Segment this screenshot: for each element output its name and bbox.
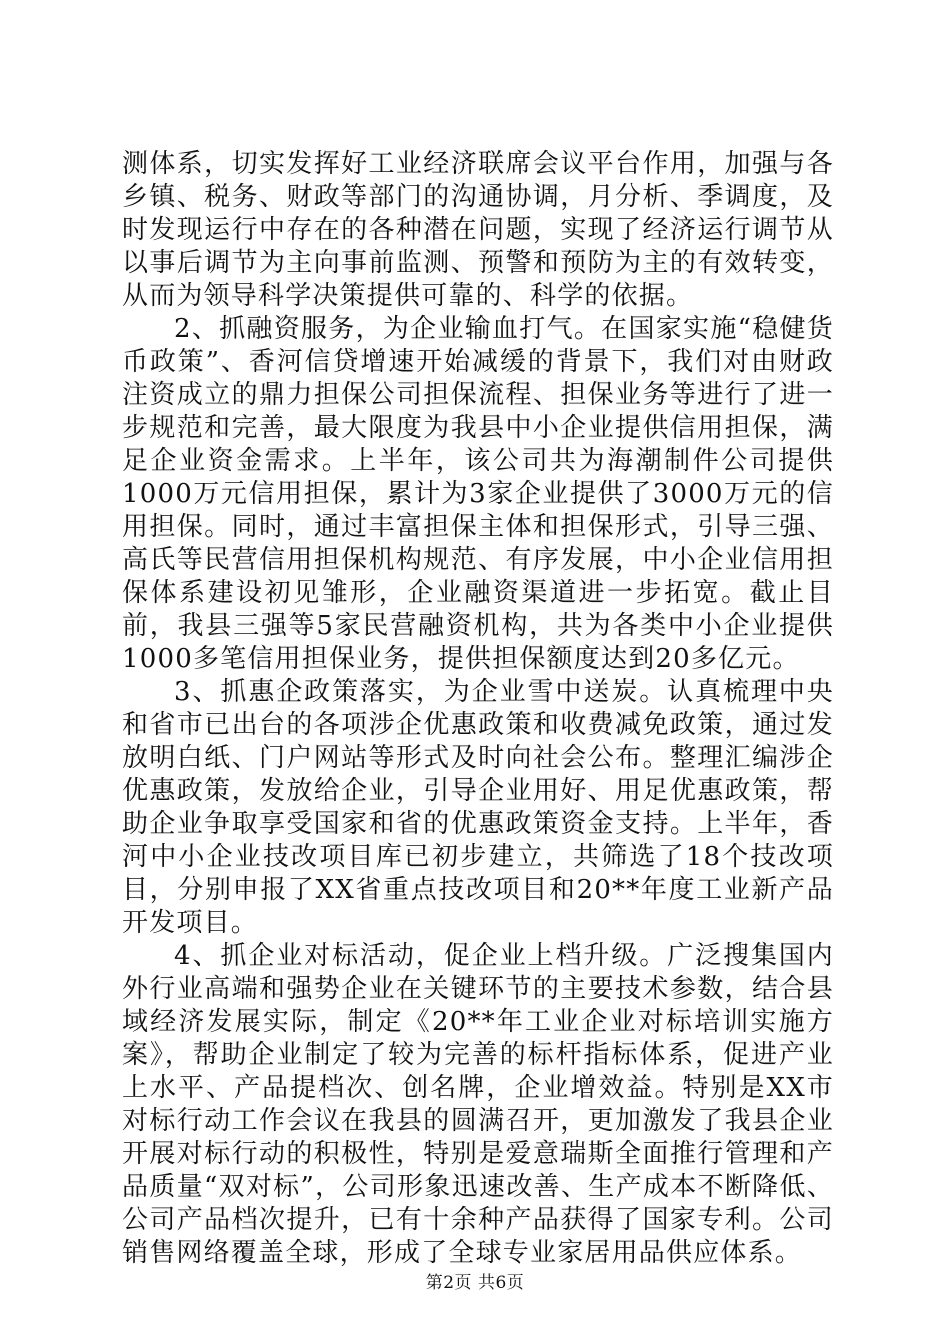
page-number-footer: 第2页 共6页 xyxy=(425,1273,525,1293)
paragraph-policy-implementation: 3、抓惠企政策落实，为企业雪中送炭。认真梳理中央和省市已出台的各项涉企优惠政策和收费减免政策，通过发放明白纸、门户网站等形式及时向社会公布。整理汇编涉企优惠政策，发放给企业，引导企业用好、用足优惠政策，帮助企业争取享受国家和省的优惠政策资金支持。上半年，香河中小企业技改项目库已初步建立，共筛选了18个技改项目，分别申报了XX省重点技改项目和20**年度工业新产品开发项目。 xyxy=(122,677,834,938)
paragraph-continued: 测体系，切实发挥好工业经济联席会议平台作用，加强与各乡镇、税务、财政等部门的沟通协调，月分析、季调度，及时发现运行中存在的各种潜在问题，实现了经济运行调节从以事后调节为主向事前监测、预警和预防为主的有效转变，从而为领导科学决策提供可靠的、科学的依据。 xyxy=(122,149,834,311)
paragraph-benchmarking: 4、抓企业对标活动，促企业上档升级。广泛搜集国内外行业高端和强势企业在关键环节的主要技术参数，结合县域经济发展实际，制定《20**年工业企业对标培训实施方案》，帮助企业制定了较为完善的标杆指标体系，促进产业上水平、产品提档次、创名牌，企业增效益。特别是XX市对标行动工作会议在我县的圆满召开，更加激发了我县企业开展对标行动的积极性，特别是爱意瑞斯全面推行管理和产品质量“双对标”，公司形象迅速改善、生产成本不断降低、公司产品档次提升，已有十余种产品获得了国家专利。公司销售网络覆盖全球，形成了全球专业家居用品供应体系。 xyxy=(122,941,834,1268)
paragraph-financing-service: 2、抓融资服务，为企业输血打气。在国家实施“稳健货币政策”、香河信贷增速开始减缓的背景下，我们对由财政注资成立的鼎力担保公司担保流程、担保业务等进行了进一步规范和完善，最大限度为我县中小企业提供信用担保，满足企业资金需求。上半年，该公司共为海潮制件公司提供1000万元信用担保，累计为3家企业提供了3000万元的信用担保。同时，通过丰富担保主体和担保形式，引导三强、高氏等民营信用担保机构规范、有序发展，中小企业信用担保体系建设初见雏形，企业融资渠道进一步拓宽。截止目前，我县三强等5家民营融资机构，共为各类中小企业提供1000多笔信用担保业务，提供担保额度达到20多亿元。 xyxy=(122,314,834,674)
document-body xyxy=(122,148,834,1270)
